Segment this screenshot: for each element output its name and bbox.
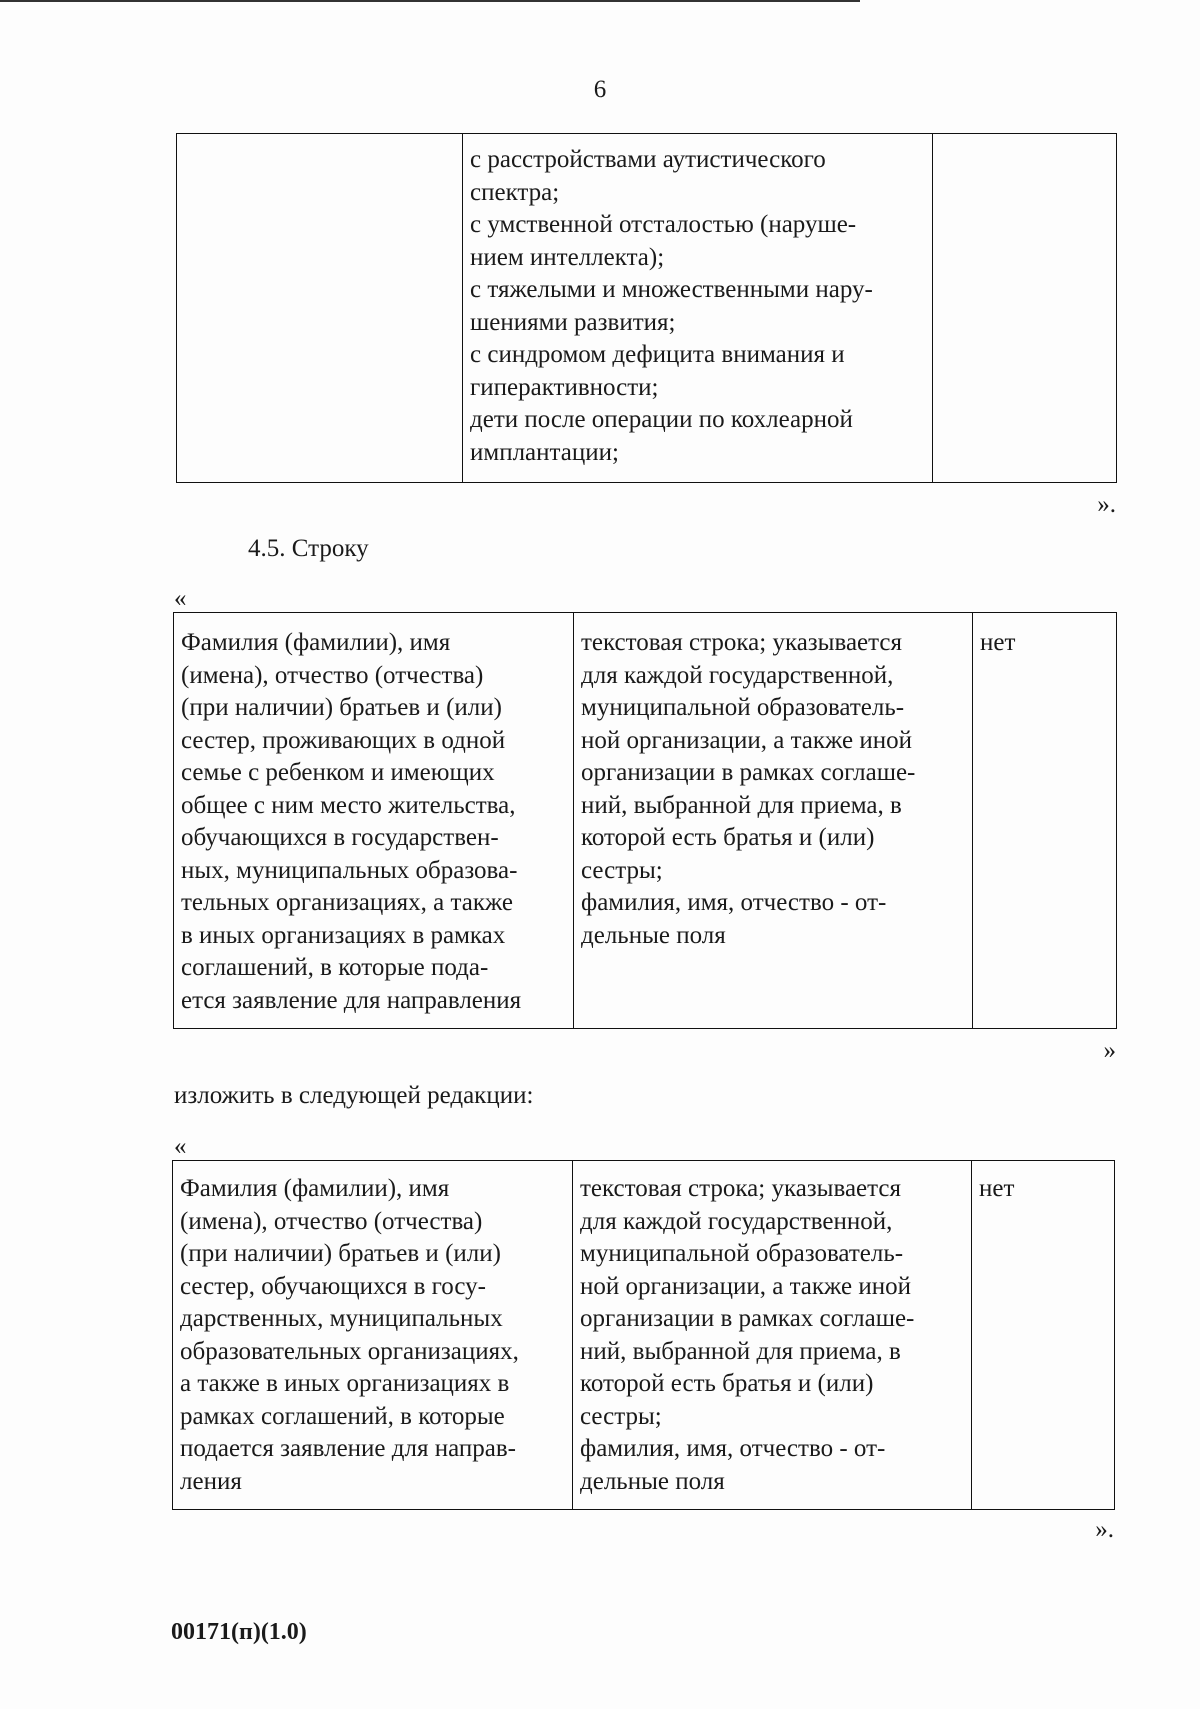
cell-line: а также в иных организациях в bbox=[180, 1370, 510, 1397]
table-cell-format bbox=[574, 613, 973, 1029]
cell-line: дельные поля bbox=[580, 1467, 725, 1495]
cell-line: сестры; bbox=[580, 1402, 662, 1430]
cell-line: ний, выбранной для приема, в bbox=[581, 791, 902, 819]
cell-line: дельные поля bbox=[581, 921, 726, 949]
cell-line: для каждой государственной, bbox=[581, 661, 894, 689]
cell-line: для каждой государственной, bbox=[580, 1207, 893, 1235]
cell-line: Фамилия (фамилии), имя bbox=[181, 629, 451, 656]
table-row bbox=[174, 613, 1117, 1029]
closing-quote: ». bbox=[1095, 1516, 1114, 1543]
cell-line: организации в рамках соглаше- bbox=[580, 1305, 915, 1332]
cell-line: гиперактивности; bbox=[470, 373, 659, 401]
opening-quote: « bbox=[174, 585, 187, 612]
table-cell-field-name bbox=[174, 613, 574, 1029]
cell-line: фамилия, имя, отчество - от- bbox=[581, 889, 887, 916]
cell-line: сестер, обучающихся в госу- bbox=[180, 1272, 487, 1300]
cell-line: с синдромом дефицита внимания и bbox=[470, 341, 845, 368]
cell-line: образовательных организациях, bbox=[180, 1337, 519, 1365]
table-cell-categories bbox=[463, 134, 933, 483]
cell-line: ний, выбранной для приема, в bbox=[580, 1337, 901, 1365]
table-row bbox=[177, 134, 1117, 483]
document-code: 00171(п)(1.0) bbox=[171, 1619, 307, 1645]
cell-line: (при наличии) братьев и (или) bbox=[180, 1240, 501, 1267]
table-cell-empty bbox=[933, 134, 1117, 483]
cell-line: нет bbox=[979, 1175, 1015, 1202]
cell-line: тельных организациях, а также bbox=[181, 889, 514, 916]
instruction-text: изложить в следующей редакции: bbox=[174, 1082, 534, 1109]
table-cell-empty bbox=[177, 134, 463, 483]
old-row-table bbox=[173, 612, 1117, 1029]
cell-line: сестры; bbox=[581, 856, 663, 884]
cell-line: с тяжелыми и множественными нару- bbox=[470, 276, 873, 303]
scan-top-edge bbox=[0, 0, 860, 2]
cell-line: фамилия, имя, отчество - от- bbox=[580, 1435, 886, 1462]
cell-line: (имена), отчество (отчества) bbox=[180, 1207, 483, 1235]
cell-line: семье с ребенком и имеющих bbox=[181, 759, 495, 786]
cell-line: шениями развития; bbox=[470, 308, 676, 336]
cell-line: муниципальной образователь- bbox=[581, 694, 905, 721]
cell-line: ной организации, а также иной bbox=[581, 726, 912, 754]
cell-line: текстовая строка; указывается bbox=[580, 1175, 901, 1202]
cell-line: (имена), отчество (отчества) bbox=[181, 661, 484, 689]
cell-line: ной организации, а также иной bbox=[580, 1272, 911, 1300]
closing-quote: ». bbox=[1097, 491, 1116, 518]
continued-table bbox=[176, 133, 1117, 483]
cell-line: сестер, проживающих в одной bbox=[181, 726, 506, 754]
cell-line: общее с ним место жительства, bbox=[181, 791, 516, 819]
cell-line: текстовая строка; указывается bbox=[581, 629, 902, 656]
cell-line: нием интеллекта); bbox=[470, 243, 665, 271]
cell-line: с расстройствами аутистического bbox=[470, 146, 826, 173]
cell-line: которой есть братья и (или) bbox=[581, 824, 875, 851]
cell-line: дети после операции по кохлеарной bbox=[470, 406, 853, 433]
table-cell-required bbox=[972, 1161, 1115, 1510]
section-heading: 4.5. Строку bbox=[248, 535, 369, 562]
table-cell-required bbox=[973, 613, 1117, 1029]
page-number: 6 bbox=[593, 76, 607, 103]
new-row-table bbox=[172, 1160, 1115, 1510]
cell-line: ется заявление для направления bbox=[181, 986, 522, 1014]
cell-line: в иных организациях в рамках bbox=[181, 921, 506, 949]
cell-line: нет bbox=[980, 629, 1016, 656]
cell-line: муниципальной образователь- bbox=[580, 1240, 904, 1267]
opening-quote: « bbox=[174, 1133, 187, 1160]
cell-line: Фамилия (фамилии), имя bbox=[180, 1175, 450, 1202]
cell-line: соглашений, в которые пода- bbox=[181, 954, 489, 981]
closing-quote: » bbox=[1103, 1037, 1116, 1064]
cell-line: спектра; bbox=[470, 178, 560, 206]
table-cell-format bbox=[573, 1161, 972, 1510]
cell-line: ления bbox=[180, 1467, 242, 1495]
cell-line: обучающихся в государствен- bbox=[181, 824, 499, 851]
cell-line: которой есть братья и (или) bbox=[580, 1370, 874, 1397]
cell-line: рамках соглашений, в которые bbox=[180, 1402, 505, 1430]
table-row bbox=[173, 1161, 1115, 1510]
cell-line: ных, муниципальных образова- bbox=[181, 856, 518, 884]
cell-line: подается заявление для направ- bbox=[180, 1435, 516, 1462]
cell-line: с умственной отсталостью (наруше- bbox=[470, 211, 857, 238]
table-cell-field-name bbox=[173, 1161, 573, 1510]
cell-line: имплантации; bbox=[470, 438, 619, 466]
cell-line: дарственных, муниципальных bbox=[180, 1305, 503, 1332]
cell-line: (при наличии) братьев и (или) bbox=[181, 694, 502, 721]
cell-line: организации в рамках соглаше- bbox=[581, 759, 916, 786]
